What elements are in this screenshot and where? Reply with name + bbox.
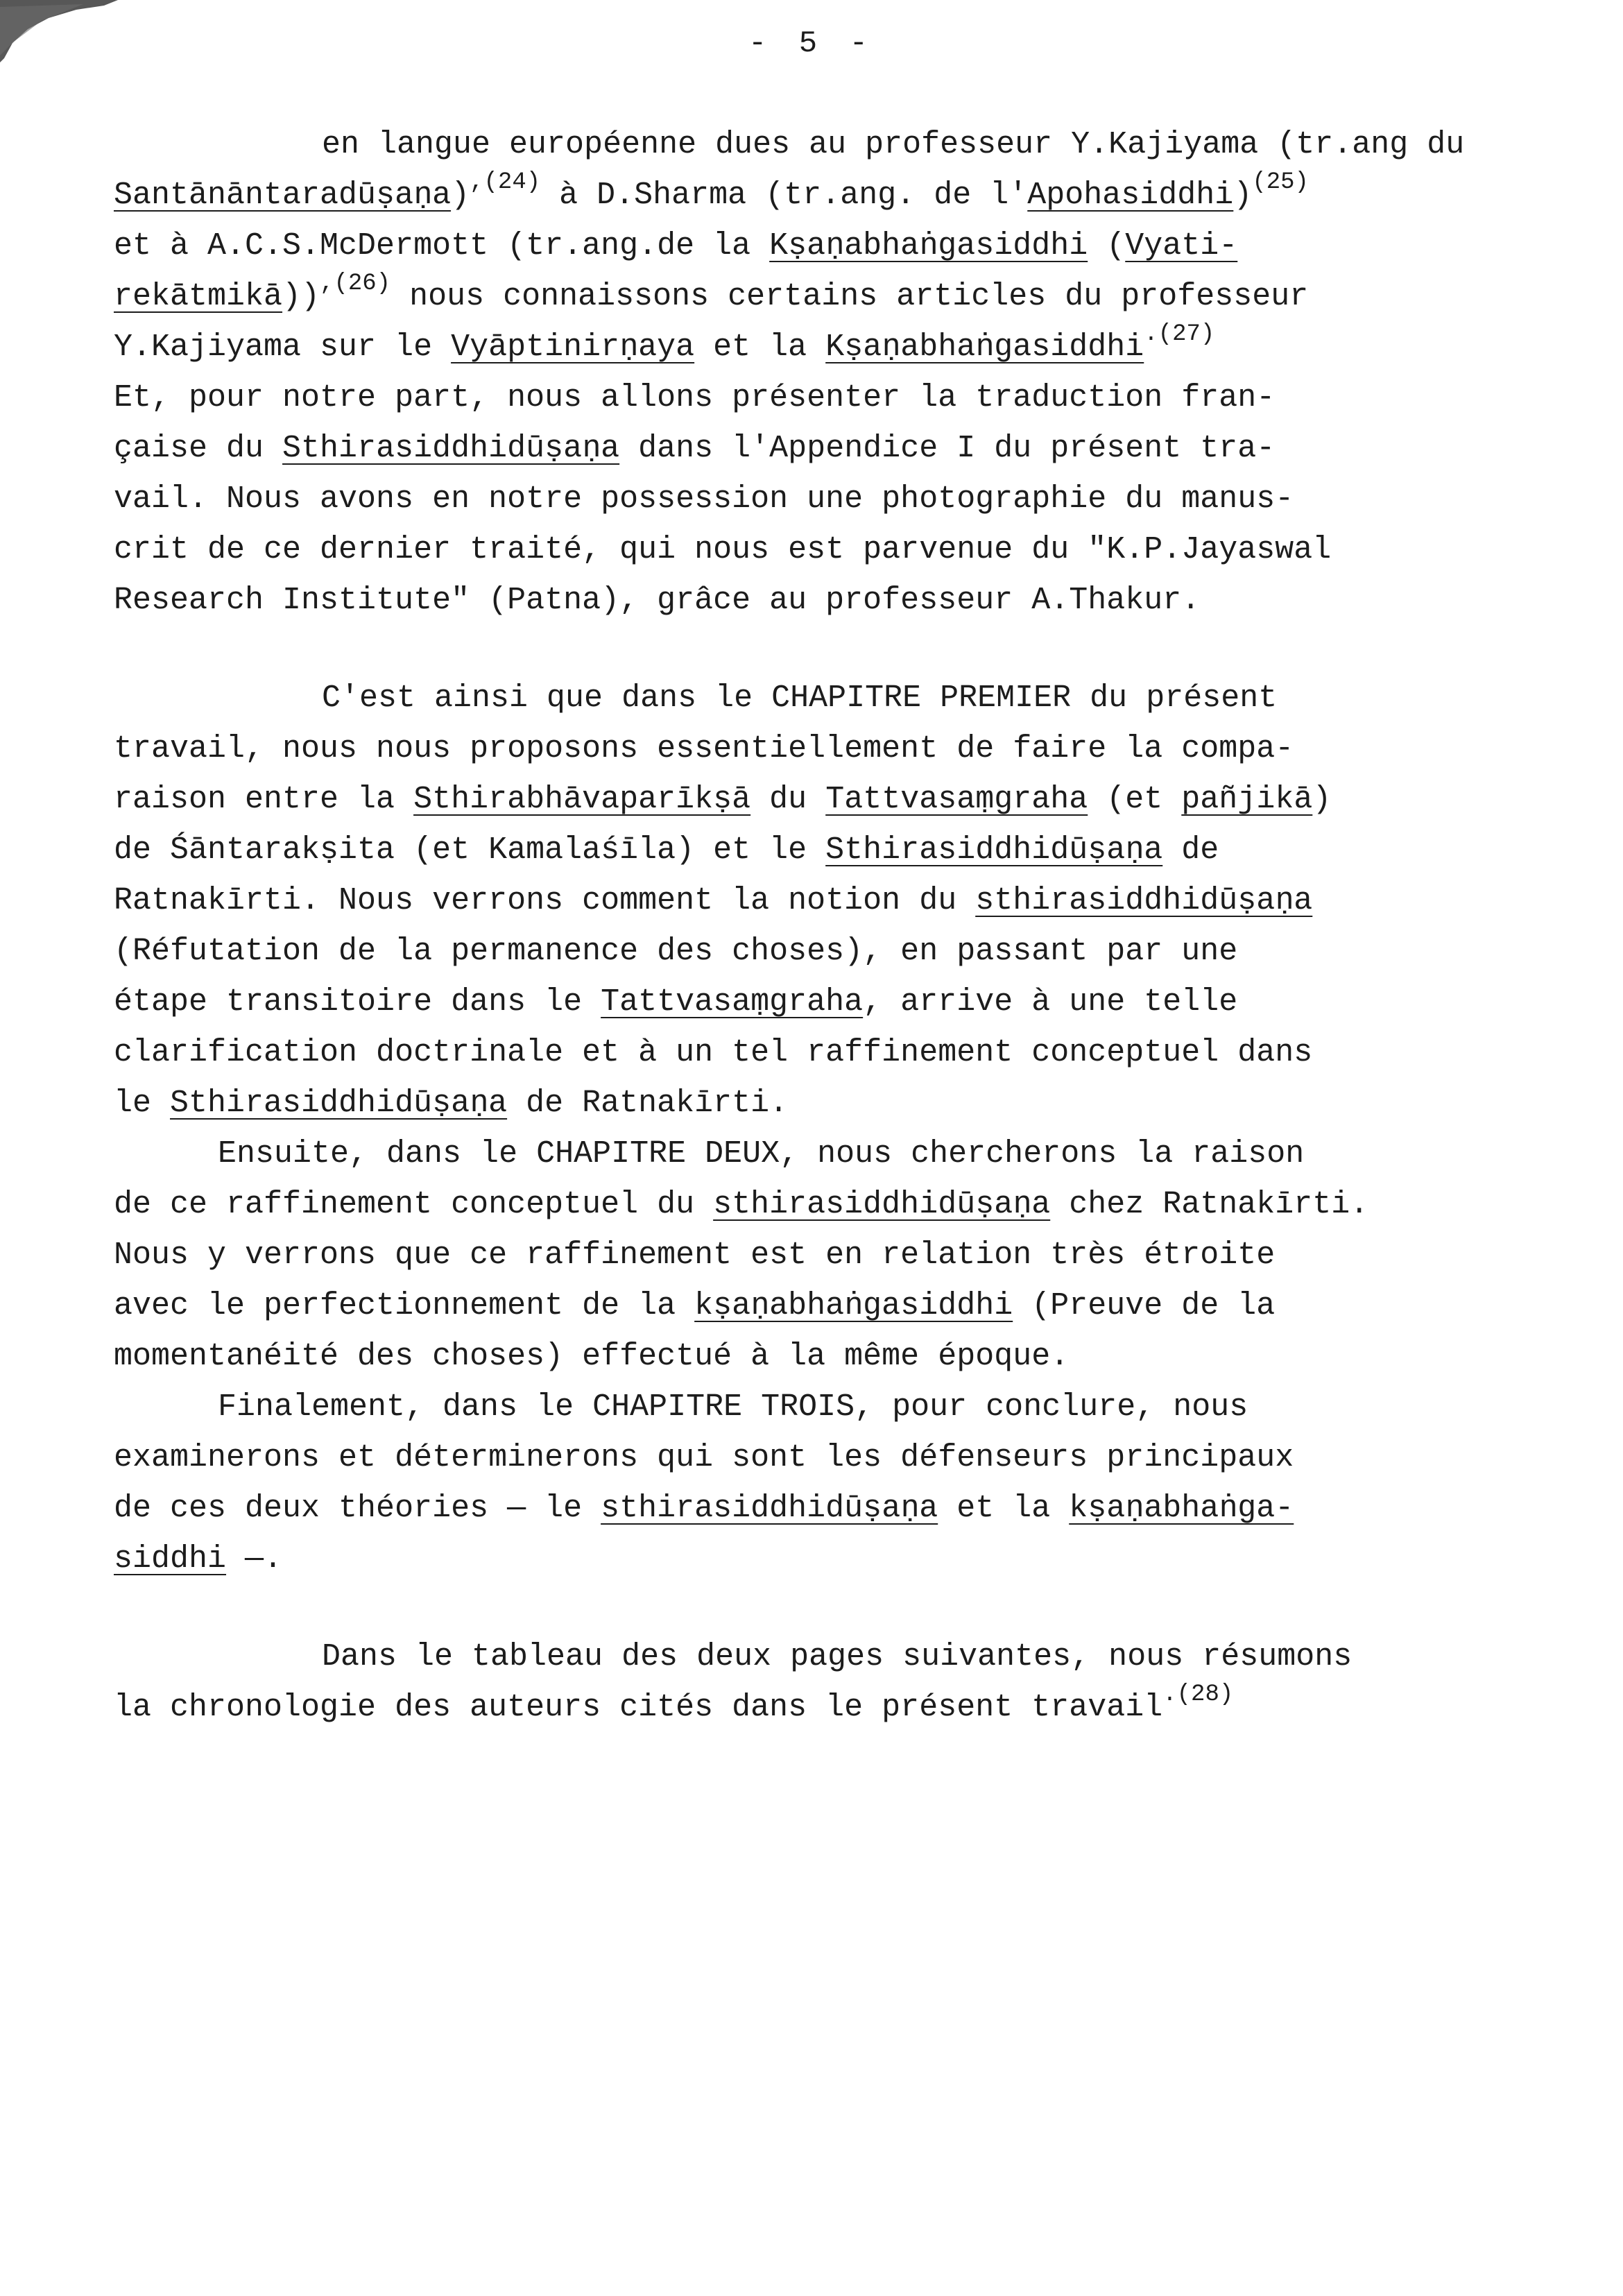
text-run: (: [1088, 228, 1126, 264]
text-run: le: [114, 1086, 171, 1121]
page-number: - 5 -: [748, 26, 875, 61]
text-line: [114, 673, 1501, 723]
footnote-ref: .(28): [1162, 1681, 1234, 1708]
footnote-ref: .(27): [1144, 321, 1215, 348]
text-line: [114, 524, 1501, 575]
text-line: [114, 1631, 1501, 1682]
text-line: [114, 723, 1501, 774]
underlined-term: Vyati-: [1125, 228, 1238, 264]
text-line: [114, 322, 1501, 372]
underlined-term: Sthirasiddhidūṣaṇa: [170, 1086, 508, 1121]
text-line: [114, 1179, 1501, 1230]
text-line: [114, 1331, 1501, 1382]
text-run: travail, nous nous proposons essentiellement de faire la compa-: [114, 731, 1294, 766]
text-run: Finalement, dans le CHAPITRE TROIS, pour conclure, nous: [218, 1389, 1248, 1425]
text-line: [114, 825, 1501, 875]
text-line: [114, 575, 1501, 626]
underlined-term: Apohasiddhi: [1027, 178, 1234, 213]
text-line: [114, 474, 1501, 524]
text-line: [114, 170, 1501, 221]
underlined-term: Sthirasiddhidūṣaṇa: [825, 832, 1163, 868]
text-run: examinerons et déterminerons qui sont les défenseurs principaux: [114, 1440, 1294, 1475]
text-line: [114, 1382, 1501, 1432]
text-run: de Śāntarakṣita (et Kamalaśīla) et le: [114, 832, 826, 868]
text-run: (Réfutation de la permanence des choses), en passant par une: [114, 934, 1238, 969]
text-run: et la: [694, 329, 826, 365]
text-line: [114, 1483, 1501, 1534]
underlined-term: siddhi: [114, 1541, 227, 1577]
text-run: nous connaissons certains articles du professeur: [390, 279, 1309, 314]
text-line: [114, 1027, 1501, 1078]
footnote-ref: ,(24): [470, 169, 541, 196]
text-run: et la: [938, 1491, 1070, 1526]
text-line: [114, 1534, 1501, 1584]
underlined-term: Sthirasiddhidūṣaṇa: [282, 431, 620, 466]
underlined-term: kṣaṇabhaṅgasiddhi: [694, 1288, 1013, 1323]
text-run: (Preuve de la: [1013, 1288, 1276, 1323]
text-run: Dans le tableau des deux pages suivantes, nous résumons: [322, 1639, 1352, 1674]
text-run: Nous y verrons que ce raffinement est en relation très étroite: [114, 1237, 1276, 1273]
text-run: )): [282, 279, 320, 314]
text-run: C'est ainsi que dans le CHAPITRE PREMIER du présent: [322, 680, 1278, 716]
text-run: étape transitoire dans le: [114, 984, 601, 1020]
footnote-ref: ,(26): [320, 271, 391, 297]
text-line: [114, 875, 1501, 926]
text-run: dans l'Appendice I du présent tra-: [619, 431, 1276, 466]
text-run: chez Ratnakīrti.: [1050, 1187, 1369, 1222]
text-run: et à A.C.S.McDermott (tr.ang.de la: [114, 228, 770, 264]
text-line: [114, 221, 1501, 271]
text-line: [114, 1078, 1501, 1129]
text-run: ): [451, 178, 470, 213]
underlined-term: Tattvasaṃgraha: [825, 782, 1088, 817]
text-run: à D.Sharma (tr.ang. de l': [540, 178, 1028, 213]
underlined-term: Santānāntaradūṣaṇa: [114, 178, 452, 213]
text-line: [114, 372, 1501, 423]
text-run: avec le perfectionnement de la: [114, 1288, 695, 1323]
text-run: raison entre la: [114, 782, 414, 817]
paragraph-4: [114, 1382, 1501, 1584]
paragraph-5: [114, 1631, 1501, 1733]
underlined-term: sthirasiddhidūṣaṇa: [601, 1491, 938, 1526]
text-run: Y.Kajiyama sur le: [114, 329, 452, 365]
paragraph-gap: [114, 1584, 1501, 1631]
text-run: çaise du: [114, 431, 283, 466]
underlined-term: pañjikā: [1181, 782, 1313, 817]
underlined-term: kṣaṇabhaṅga-: [1069, 1491, 1294, 1526]
text-run: Ensuite, dans le CHAPITRE DEUX, nous chercherons la raison: [218, 1136, 1305, 1172]
underlined-term: rekātmikā: [114, 279, 283, 314]
text-line: [114, 423, 1501, 474]
paragraph-3: [114, 1129, 1501, 1382]
paragraph-2: [114, 673, 1501, 1129]
text-run: en langue européenne dues au professeur Y.Kajiyama (tr.ang du: [322, 127, 1465, 162]
text-run: ): [1233, 178, 1253, 213]
text-run: de ces deux théories — le: [114, 1491, 601, 1526]
text-run: , arrive à une telle: [863, 984, 1238, 1020]
text-run: du: [750, 782, 826, 817]
paragraph-gap: [114, 626, 1501, 673]
text-run: vail. Nous avons en notre possession une photographie du manus-: [114, 481, 1294, 517]
footnote-ref: (25): [1252, 169, 1309, 196]
paragraph-1: [114, 119, 1501, 626]
text-run: de: [1162, 832, 1219, 868]
underlined-term: sthirasiddhidūṣaṇa: [975, 883, 1313, 918]
text-line: [114, 271, 1501, 322]
underlined-term: Sthirabhāvaparīkṣā: [413, 782, 751, 817]
text-run: crit de ce dernier traité, qui nous est parvenue du "K.P.Jayaswal: [114, 532, 1332, 567]
underlined-term: Kṣaṇabhaṅgasiddhi: [825, 329, 1144, 365]
text-line: [114, 1280, 1501, 1331]
text-line: [114, 1682, 1501, 1733]
document-body: [114, 119, 1501, 1733]
underlined-term: Vyāptinirṇaya: [451, 329, 695, 365]
text-line: [114, 926, 1501, 977]
text-run: Ratnakīrti. Nous verrons comment la notion du: [114, 883, 976, 918]
text-line: [114, 1230, 1501, 1280]
text-run: Research Institute" (Patna), grâce au professeur A.Thakur.: [114, 583, 1201, 618]
text-run: Et, pour notre part, nous allons présenter la traduction fran-: [114, 380, 1276, 415]
text-run: momentanéité des choses) effectué à la même époque.: [114, 1339, 1070, 1374]
text-run: ): [1312, 782, 1332, 817]
text-run: (et: [1088, 782, 1182, 817]
text-line: [114, 774, 1501, 825]
underlined-term: Tattvasaṃgraha: [601, 984, 864, 1020]
text-run: de ce raffinement conceptuel du: [114, 1187, 714, 1222]
text-line: [114, 119, 1501, 170]
text-run: clarification doctrinale et à un tel raffinement conceptuel dans: [114, 1035, 1313, 1070]
underlined-term: sthirasiddhidūṣaṇa: [713, 1187, 1051, 1222]
text-run: —.: [226, 1541, 283, 1577]
text-run: la chronologie des auteurs cités dans le présent travail: [114, 1690, 1163, 1725]
text-line: [114, 1432, 1501, 1483]
underlined-term: Kṣaṇabhaṅgasiddhi: [769, 228, 1088, 264]
text-line: [114, 1129, 1501, 1179]
text-line: [114, 977, 1501, 1027]
text-run: de Ratnakīrti.: [507, 1086, 789, 1121]
